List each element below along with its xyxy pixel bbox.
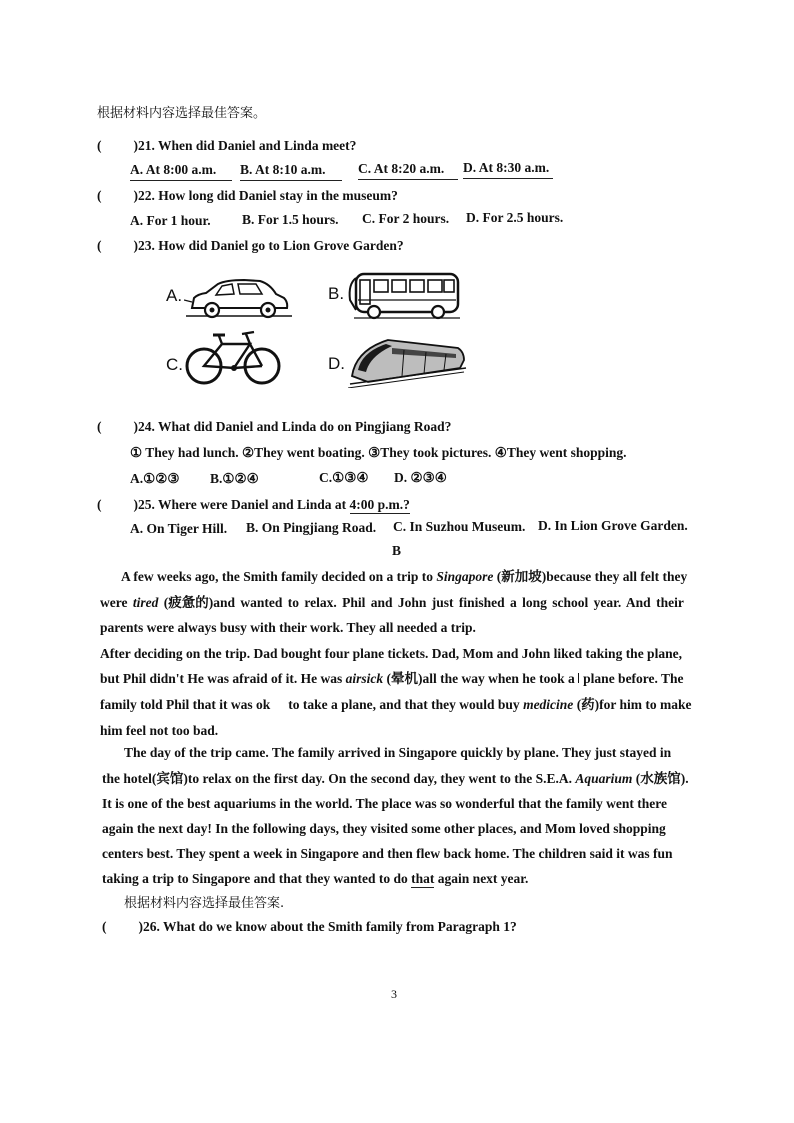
instruction-heading-2: 根据材料内容选择最佳答案. bbox=[124, 896, 285, 911]
passage-line bbox=[100, 670, 694, 688]
instruction-heading: 根据材料内容选择最佳答案。 bbox=[97, 106, 267, 121]
passage-text-italic: airsick bbox=[345, 671, 384, 686]
answer-paren[interactable]: ( bbox=[102, 919, 107, 934]
passage-text: were bbox=[100, 595, 133, 610]
train-icon[interactable] bbox=[348, 332, 468, 388]
question-22 bbox=[97, 187, 398, 205]
question-23-stem: )23. How did Daniel go to Lion Grove Garden? bbox=[133, 238, 404, 253]
question-25-stem: )25. Where were Daniel and Linda at bbox=[133, 497, 350, 512]
passage-text: (药)for him to make bbox=[573, 697, 692, 712]
passage-text: (新加坡)because they all felt they bbox=[493, 569, 688, 584]
q22-option-d[interactable]: D. For 2.5 hours. bbox=[466, 210, 564, 225]
q23-label-a: A. bbox=[166, 286, 183, 305]
passage-line: The day of the trip came. The family arrived in Singapore quickly by plane. They just stayed in bbox=[124, 745, 672, 760]
answer-paren[interactable]: ( bbox=[97, 138, 102, 153]
q21-option-a[interactable]: A. At 8:00 a.m. bbox=[130, 161, 232, 181]
q25-option-a[interactable]: A. On Tiger Hill. bbox=[130, 521, 228, 536]
passage-line: parents were always busy with their work. They all needed a trip. bbox=[100, 620, 476, 635]
passage-text: the hotel(宾馆)to relax on the first day. On the second day, they went to the S.E.A. bbox=[102, 771, 576, 786]
q24-option-b[interactable]: B.①②④ bbox=[210, 471, 259, 486]
q24-statements: ① They had lunch. ②They went boating. ③They took pictures. ④They went shopping. bbox=[130, 445, 627, 460]
q25-option-b[interactable]: B. On Pingjiang Road. bbox=[246, 520, 377, 535]
q24-option-c[interactable]: C.①③④ bbox=[319, 470, 369, 485]
question-24-stem: )24. What did Daniel and Linda do on Pingjiang Road? bbox=[133, 419, 452, 434]
passage-line: centers best. They spent a week in Singapore and then flew back home. The children said it was fun bbox=[102, 846, 673, 861]
passage-text: A few weeks ago, the Smith family decided on a trip to bbox=[121, 569, 437, 584]
q21-option-c[interactable]: C. At 8:20 a.m. bbox=[358, 160, 458, 180]
question-26-stem: )26. What do we know about the Smith family from Paragraph 1? bbox=[138, 919, 517, 934]
car-icon[interactable] bbox=[184, 274, 294, 324]
passage-text: family told Phil that it was ok bbox=[100, 697, 271, 712]
passage-line: It is one of the best aquariums in the world. The place was so wonderful that the family went there bbox=[102, 796, 667, 811]
q22-option-b[interactable]: B. For 1.5 hours. bbox=[242, 212, 339, 227]
q21-option-d[interactable]: D. At 8:30 a.m. bbox=[463, 159, 553, 179]
passage-line: After deciding on the trip. Dad bought four plane tickets. Dad, Mom and John liked taking the plane, bbox=[100, 646, 682, 661]
question-25 bbox=[97, 496, 410, 514]
q25-option-d[interactable]: D. In Lion Grove Garden. bbox=[538, 518, 688, 533]
q25-option-c[interactable]: C. In Suzhou Museum. bbox=[393, 519, 526, 534]
passage-text-italic: Singapore bbox=[436, 569, 494, 584]
q23-label-c: C. bbox=[166, 355, 183, 374]
passage-text: again next year. bbox=[434, 871, 529, 886]
q21-option-b[interactable]: B. At 8:10 a.m. bbox=[240, 161, 342, 181]
question-21-stem: )21. When did Daniel and Linda meet? bbox=[133, 138, 357, 153]
question-23 bbox=[97, 237, 404, 255]
passage-line bbox=[121, 568, 695, 586]
question-24 bbox=[97, 418, 451, 436]
bus-icon[interactable] bbox=[344, 270, 462, 322]
question-21 bbox=[97, 137, 356, 155]
passage-text: but Phil didn't He was afraid of it. He was bbox=[100, 671, 346, 686]
passage-text-italic: tired bbox=[132, 595, 159, 610]
passage-text: (疲惫的)and wanted to relax. Phil and John just finished a long school year. And their bbox=[158, 595, 684, 610]
passage-text: to take a plane, and that they would buy bbox=[288, 697, 524, 712]
passage-text-underlined: that bbox=[411, 871, 435, 886]
q24-option-d[interactable]: D. ②③④ bbox=[394, 470, 447, 485]
passage-line bbox=[102, 770, 696, 788]
q23-label-d: D. bbox=[328, 354, 345, 373]
question-26 bbox=[102, 918, 517, 936]
passage-text: (晕机)all the way when he took a bbox=[383, 671, 579, 686]
question-25-time: 4:00 p.m.? bbox=[349, 497, 410, 512]
q24-option-a[interactable]: A.①②③ bbox=[130, 471, 180, 486]
question-22-stem: )22. How long did Daniel stay in the museum? bbox=[133, 188, 398, 203]
passage-line bbox=[102, 870, 696, 888]
q22-option-c[interactable]: C. For 2 hours. bbox=[362, 211, 450, 226]
passage-text: (水族馆). bbox=[632, 771, 689, 786]
passage-text: taking a trip to Singapore and that they wanted to do bbox=[102, 871, 412, 886]
answer-paren[interactable]: ( bbox=[97, 238, 102, 253]
section-b-heading: B bbox=[392, 543, 402, 558]
answer-paren[interactable]: ( bbox=[97, 188, 102, 203]
passage-line: him feel not too bad. bbox=[100, 723, 219, 738]
passage-line bbox=[100, 594, 694, 612]
passage-text-italic: Aquarium bbox=[575, 771, 633, 786]
passage-text: plane before. The bbox=[583, 671, 684, 686]
q22-option-a[interactable]: A. For 1 hour. bbox=[130, 213, 211, 228]
answer-paren[interactable]: ( bbox=[97, 497, 102, 512]
passage-line: again the next day! In the following days, they visited some other places, and Mom loved shopping bbox=[102, 821, 666, 836]
q23-label-b: B. bbox=[328, 284, 345, 303]
page-number: 3 bbox=[391, 987, 397, 1001]
passage-text-italic: medicine bbox=[523, 697, 574, 712]
bicycle-icon[interactable] bbox=[184, 330, 284, 386]
answer-paren[interactable]: ( bbox=[97, 419, 102, 434]
passage-line bbox=[100, 696, 694, 714]
